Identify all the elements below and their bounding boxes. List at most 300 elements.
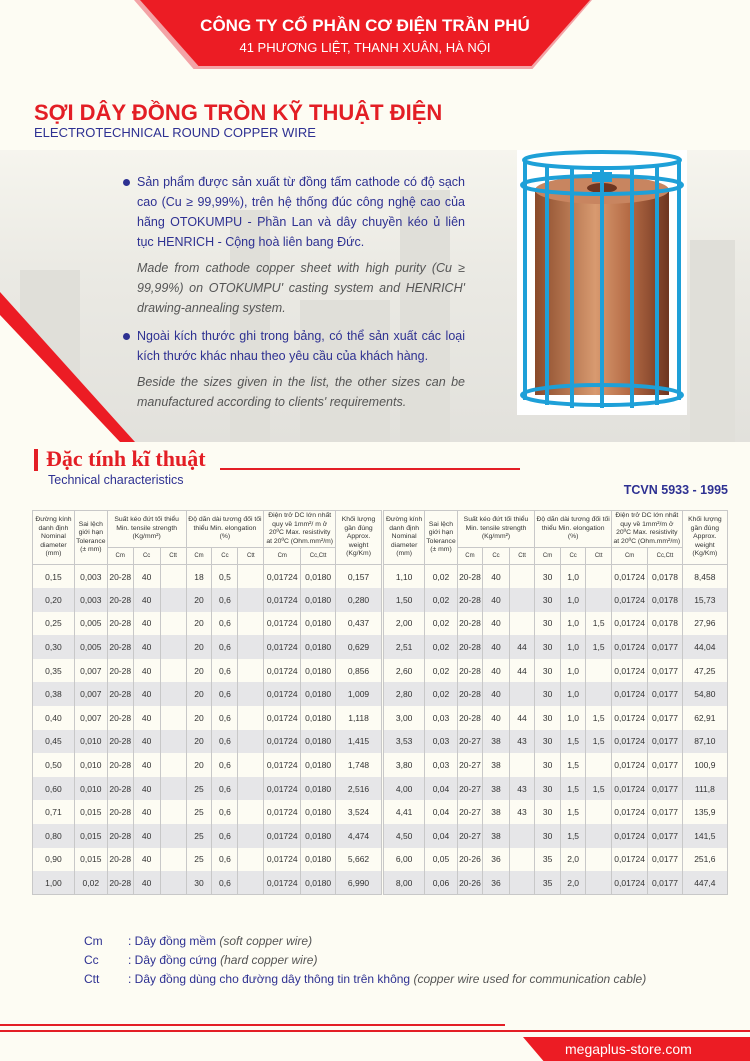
company-address: 41 PHƯƠNG LIỆT, THANH XUÂN, HÀ NỘI (239, 40, 491, 55)
table-cell: 0,01724 (611, 588, 647, 612)
table-cell (238, 706, 264, 730)
table-cell: 447,4 (682, 871, 727, 895)
table-cell: 1,10 (384, 565, 425, 589)
table-cell: 20-28 (457, 588, 483, 612)
table-cell: 0,0180 (301, 753, 336, 777)
table-cell: 0,50 (33, 753, 75, 777)
table-cell: 20-28 (107, 753, 133, 777)
table-row (384, 824, 728, 848)
table-cell (509, 682, 535, 706)
table-cell: 1,5 (586, 730, 612, 754)
table-cell: 62,91 (682, 706, 727, 730)
table-cell (238, 777, 264, 801)
header-tolerance: Sai lệch giới hạn Tolerance (± mm) (425, 511, 457, 565)
company-name: CÔNG TY CỔ PHẦN CƠ ĐIỆN TRẦN PHÚ (200, 16, 530, 35)
table-cell: 0,6 (212, 588, 238, 612)
table-cell: 0,0180 (301, 659, 336, 683)
table-cell: 0,0180 (301, 848, 336, 872)
table-cell: 47,25 (682, 659, 727, 683)
table-cell: 0,6 (212, 612, 238, 636)
legend-key: Cm (84, 934, 103, 948)
table-cell: 38 (483, 730, 510, 754)
table-cell: 0,02 (425, 565, 457, 589)
table-cell: 1,009 (336, 682, 382, 706)
header-weight: Khối lượng gần đúng Approx. weight (Kg/Km) (336, 511, 382, 565)
table-cell: 0,02 (425, 588, 457, 612)
table-cell: 1,0 (560, 565, 586, 589)
table-cell: 0,04 (425, 777, 457, 801)
table-cell: 0,629 (336, 635, 382, 659)
table-cell: 1,5 (586, 612, 612, 636)
table-cell: 40 (133, 588, 160, 612)
table-cell (238, 588, 264, 612)
table-cell: 0,03 (425, 753, 457, 777)
table-cell: 44 (509, 706, 535, 730)
table-cell: 0,5 (212, 565, 238, 589)
table-cell: 20-28 (457, 659, 483, 683)
table-cell: 141,5 (682, 824, 727, 848)
subheader: Cc,Ctt (648, 548, 682, 565)
table-cell: 0,01724 (264, 682, 301, 706)
table-cell: 0,15 (33, 565, 75, 589)
subheader: Ctt (160, 548, 186, 565)
table-cell: 0,6 (212, 753, 238, 777)
table-cell: 30 (535, 824, 561, 848)
table-cell (160, 800, 186, 824)
table-cell: 0,005 (74, 635, 107, 659)
table-cell: 0,0177 (648, 871, 682, 895)
table-cell (160, 565, 186, 589)
table-cell: 43 (509, 800, 535, 824)
header-elongation: Độ dãn dài tương đối tối thiểu Min. elongation (%) (186, 511, 264, 548)
bullet-en: Beside the sizes given in the list, the other sizes can be manufactured according to clients' requirements. (137, 375, 465, 409)
table-cell: 40 (133, 659, 160, 683)
table-row (33, 753, 382, 777)
bullet-vi: Ngoài kích thước ghi trong bảng, có thể sản xuất các loại kích thước khác nhau theo yêu cầu của khách hàng. (120, 326, 465, 366)
table-cell: 0,02 (74, 871, 107, 895)
table-cell: 20 (186, 706, 212, 730)
table-cell: 251,6 (682, 848, 727, 872)
table-cell: 1,5 (586, 635, 612, 659)
table-cell: 1,0 (560, 682, 586, 706)
table-cell: 0,01724 (611, 635, 647, 659)
table-cell: 135,9 (682, 800, 727, 824)
header-tolerance: Sai lệch giới hạn Tolerance (± mm) (74, 511, 107, 565)
table-cell: 1,5 (586, 706, 612, 730)
table-cell: 1,5 (560, 777, 586, 801)
table-row (384, 871, 728, 895)
section-title: Đặc tính kĩ thuật (46, 446, 206, 471)
table-cell: 20 (186, 753, 212, 777)
table-cell: 30 (535, 753, 561, 777)
table-cell: 20-28 (107, 730, 133, 754)
legend-en: (soft copper wire) (219, 934, 313, 948)
table-cell (238, 753, 264, 777)
table-cell: 3,80 (384, 753, 425, 777)
product-description (120, 172, 465, 420)
table-cell: 2,516 (336, 777, 382, 801)
header-diameter: Đường kính danh định Nominal diameter (mm) (384, 511, 425, 565)
table-cell: 0,856 (336, 659, 382, 683)
table-cell: 8,00 (384, 871, 425, 895)
table-cell (160, 730, 186, 754)
table-cell: 20-28 (107, 565, 133, 589)
subheader: Cm (264, 548, 301, 565)
table-cell: 1,5 (560, 800, 586, 824)
table-cell: 0,0177 (648, 682, 682, 706)
legend (84, 932, 646, 989)
table-cell: 40 (483, 565, 510, 589)
table-cell: 0,007 (74, 706, 107, 730)
table-cell: 30 (535, 565, 561, 589)
table-cell: 40 (133, 777, 160, 801)
table-cell (160, 659, 186, 683)
table-cell: 40 (483, 706, 510, 730)
table-cell: 20-28 (107, 588, 133, 612)
table-cell: 0,03 (425, 706, 457, 730)
table-cell: 87,10 (682, 730, 727, 754)
table-cell: 0,01724 (611, 612, 647, 636)
table-cell: 20-28 (107, 848, 133, 872)
table-cell: 0,01724 (264, 871, 301, 895)
table-cell: 0,0177 (648, 659, 682, 683)
table-cell: 40 (133, 848, 160, 872)
table-cell: 20 (186, 682, 212, 706)
table-row (33, 730, 382, 754)
table-cell: 40 (133, 565, 160, 589)
header-resistivity: Điện trở DC lớn nhất quy về 1mm²/m ở 20ºC Max. resistivity at 20ºC (Ohm.mm²/m) (611, 511, 682, 548)
table-cell (160, 682, 186, 706)
table-cell: 3,00 (384, 706, 425, 730)
table-cell: 43 (509, 730, 535, 754)
subheader: Cm (107, 548, 133, 565)
table-cell: 111,8 (682, 777, 727, 801)
table-cell: 2,80 (384, 682, 425, 706)
table-cell: 0,0178 (648, 612, 682, 636)
table-cell: 0,003 (74, 588, 107, 612)
table-cell: 0,6 (212, 730, 238, 754)
table-cell: 0,03 (425, 730, 457, 754)
table-cell: 27,96 (682, 612, 727, 636)
table-cell: 38 (483, 800, 510, 824)
table-cell: 0,010 (74, 777, 107, 801)
table-row (384, 777, 728, 801)
table-cell: 30 (535, 682, 561, 706)
table-row (33, 824, 382, 848)
table-cell: 20 (186, 659, 212, 683)
table-cell: 25 (186, 848, 212, 872)
table-cell: 20-27 (457, 777, 483, 801)
table-cell: 1,5 (560, 730, 586, 754)
table-row (384, 753, 728, 777)
table-cell: 20-28 (107, 824, 133, 848)
table-cell (238, 730, 264, 754)
table-cell: 0,437 (336, 612, 382, 636)
table-cell: 25 (186, 800, 212, 824)
table-cell: 2,0 (560, 871, 586, 895)
table-row (33, 706, 382, 730)
table-row (384, 848, 728, 872)
table-row (33, 682, 382, 706)
table-cell: 20-28 (107, 635, 133, 659)
table-row (384, 565, 728, 589)
table-cell: 6,990 (336, 871, 382, 895)
table-cell: 20-28 (457, 635, 483, 659)
table-cell: 0,6 (212, 777, 238, 801)
table-cell: 30 (535, 800, 561, 824)
table-cell (238, 682, 264, 706)
table-cell: 0,20 (33, 588, 75, 612)
subheader: Ctt (586, 548, 612, 565)
table-cell: 0,01724 (611, 706, 647, 730)
table-cell: 0,0180 (301, 800, 336, 824)
table-row (33, 659, 382, 683)
legend-key: Cc (84, 953, 99, 967)
table-cell: 0,6 (212, 824, 238, 848)
table-cell: 0,01724 (264, 824, 301, 848)
table-cell: 38 (483, 777, 510, 801)
table-cell: 0,6 (212, 800, 238, 824)
table-cell: 0,01724 (264, 800, 301, 824)
table-row (33, 588, 382, 612)
table-cell: 0,35 (33, 659, 75, 683)
table-cell: 0,01724 (264, 588, 301, 612)
table-cell: 0,0180 (301, 588, 336, 612)
table-row (384, 682, 728, 706)
table-cell: 20-27 (457, 730, 483, 754)
table-cell (586, 753, 612, 777)
table-cell: 0,6 (212, 848, 238, 872)
table-cell (238, 612, 264, 636)
table-cell: 0,0180 (301, 682, 336, 706)
table-cell: 0,01724 (264, 565, 301, 589)
table-cell (238, 659, 264, 683)
website-link[interactable]: megaplus-store.com (565, 1041, 692, 1057)
table-cell: 100,9 (682, 753, 727, 777)
table-cell: 40 (133, 730, 160, 754)
legend-vi: : Dây đồng dùng cho đường dây thông tin trên không (128, 972, 411, 986)
table-cell: 0,01724 (611, 753, 647, 777)
table-cell: 0,25 (33, 612, 75, 636)
table-cell: 44 (509, 635, 535, 659)
table-cell (238, 565, 264, 589)
table-cell: 25 (186, 824, 212, 848)
table-cell: 0,015 (74, 848, 107, 872)
table-cell: 40 (483, 588, 510, 612)
table-cell (160, 753, 186, 777)
table-cell: 40 (133, 612, 160, 636)
table-cell: 0,02 (425, 659, 457, 683)
table-cell: 25 (186, 777, 212, 801)
table-cell: 0,02 (425, 612, 457, 636)
table-cell: 40 (133, 824, 160, 848)
table-cell: 1,5 (560, 753, 586, 777)
table-cell: 0,01724 (264, 612, 301, 636)
table-cell (509, 565, 535, 589)
table-cell (160, 588, 186, 612)
table-cell: 40 (133, 871, 160, 895)
bullet-vi: Sản phẩm được sản xuất từ đồng tấm cathode có độ sạch cao (Cu ≥ 99,99%), trên hệ thống đúc công nghệ cao của hãng OTOKUMPU - Phần Lan và dây chuyền kéo ủ liên tục HENRICH - Cộng hoà liên bang Đức. (120, 172, 465, 252)
header-tensile: Suất kéo đứt tối thiểu Min. tensile strength (Kg/mm²) (107, 511, 186, 548)
table-row (33, 777, 382, 801)
table-cell (509, 753, 535, 777)
table-cell: 0,01724 (611, 800, 647, 824)
table-cell: 8,458 (682, 565, 727, 589)
table-cell: 0,007 (74, 682, 107, 706)
table-cell: 20-28 (107, 659, 133, 683)
table-cell: 1,50 (384, 588, 425, 612)
table-cell: 0,0177 (648, 777, 682, 801)
table-cell: 0,6 (212, 659, 238, 683)
table-cell: 40 (483, 682, 510, 706)
table-cell: 1,5 (560, 824, 586, 848)
table-cell: 44,04 (682, 635, 727, 659)
table-cell: 35 (535, 871, 561, 895)
table-cell: 20-28 (457, 706, 483, 730)
table-cell: 4,00 (384, 777, 425, 801)
table-cell (238, 871, 264, 895)
table-cell (238, 824, 264, 848)
table-cell: 20 (186, 635, 212, 659)
subheader: Cc (560, 548, 586, 565)
table-cell (586, 871, 612, 895)
subheader: Cc (483, 548, 510, 565)
table-cell (238, 635, 264, 659)
table-cell: 0,05 (425, 848, 457, 872)
table-cell: 0,157 (336, 565, 382, 589)
table-cell: 0,01724 (611, 824, 647, 848)
product-title: SỢI DÂY ĐỒNG TRÒN KỸ THUẬT ĐIỆN (34, 100, 443, 125)
table-row (384, 612, 728, 636)
table-cell: 4,41 (384, 800, 425, 824)
table-cell: 0,005 (74, 612, 107, 636)
table-cell: 1,0 (560, 588, 586, 612)
subheader: Cm (611, 548, 647, 565)
table-cell: 40 (133, 682, 160, 706)
copper-coil-image (517, 150, 687, 415)
table-cell: 20 (186, 588, 212, 612)
table-cell: 15,73 (682, 588, 727, 612)
table-cell (160, 824, 186, 848)
table-cell: 0,90 (33, 848, 75, 872)
legend-en: (hard copper wire) (220, 953, 318, 967)
table-cell: 1,0 (560, 659, 586, 683)
table-cell: 0,01724 (264, 706, 301, 730)
table-cell: 0,0180 (301, 871, 336, 895)
table-cell: 30 (535, 659, 561, 683)
table-cell (509, 848, 535, 872)
table-cell (160, 777, 186, 801)
legend-vi: : Dây đồng mềm (128, 934, 217, 948)
table-cell: 30 (535, 612, 561, 636)
table-cell: 0,6 (212, 682, 238, 706)
table-cell: 2,0 (560, 848, 586, 872)
table-row (384, 659, 728, 683)
spec-table-right (383, 510, 728, 895)
table-cell (586, 659, 612, 683)
table-cell: 40 (133, 800, 160, 824)
table-cell (238, 848, 264, 872)
table-cell: 1,00 (33, 871, 75, 895)
standard-label: TCVN 5933 - 1995 (623, 483, 728, 497)
table-row (384, 635, 728, 659)
table-cell: 0,01724 (264, 848, 301, 872)
table-cell: 43 (509, 777, 535, 801)
table-cell (586, 848, 612, 872)
table-cell: 0,0180 (301, 730, 336, 754)
table-cell: 0,6 (212, 635, 238, 659)
header-resistivity: Điện trở DC lớn nhất quy về 1mm²/ m ở 20ºC Max. resistivity at 20ºC (Ohm.mm²/m) (264, 511, 336, 548)
subheader: Cc (133, 548, 160, 565)
table-cell: 36 (483, 848, 510, 872)
table-cell: 38 (483, 753, 510, 777)
table-cell: 54,80 (682, 682, 727, 706)
table-cell: 0,45 (33, 730, 75, 754)
table-cell: 0,01724 (264, 730, 301, 754)
table-cell: 0,06 (425, 871, 457, 895)
table-cell: 20-28 (107, 777, 133, 801)
table-cell: 0,01724 (611, 777, 647, 801)
table-cell: 0,01724 (611, 565, 647, 589)
table-row (33, 565, 382, 589)
table-cell: 1,748 (336, 753, 382, 777)
table-cell: 40 (133, 635, 160, 659)
table-cell: 0,0180 (301, 777, 336, 801)
table-cell: 20-28 (457, 612, 483, 636)
table-cell (586, 682, 612, 706)
product-subtitle: ELECTROTECHNICAL ROUND COPPER WIRE (34, 125, 316, 140)
table-cell: 0,007 (74, 659, 107, 683)
table-cell: 0,71 (33, 800, 75, 824)
table-cell (238, 800, 264, 824)
header-tensile: Suất kéo đứt tối thiểu Min. tensile strength (Kg/mm²) (457, 511, 535, 548)
table-cell: 20-28 (107, 706, 133, 730)
table-cell: 0,04 (425, 824, 457, 848)
table-cell: 20-27 (457, 824, 483, 848)
table-cell: 2,00 (384, 612, 425, 636)
table-cell: 40 (483, 612, 510, 636)
table-cell: 20-28 (457, 682, 483, 706)
table-cell: 1,415 (336, 730, 382, 754)
table-row (33, 635, 382, 659)
table-cell: 0,0180 (301, 612, 336, 636)
subheader: Cm (186, 548, 212, 565)
table-cell: 40 (483, 635, 510, 659)
table-cell: 0,0177 (648, 730, 682, 754)
legend-key: Ctt (84, 972, 100, 986)
section-subtitle: Technical characteristics (48, 473, 184, 487)
table-cell: 1,118 (336, 706, 382, 730)
table-row (384, 588, 728, 612)
table-cell (160, 706, 186, 730)
table-cell: 0,010 (74, 730, 107, 754)
table-cell: 0,0177 (648, 824, 682, 848)
table-cell: 0,01724 (611, 730, 647, 754)
table-cell: 3,53 (384, 730, 425, 754)
table-cell: 0,0177 (648, 753, 682, 777)
table-cell: 20-27 (457, 800, 483, 824)
table-cell: 0,02 (425, 682, 457, 706)
table-cell: 0,30 (33, 635, 75, 659)
table-cell: 0,010 (74, 753, 107, 777)
table-row (33, 800, 382, 824)
table-cell: 30 (186, 871, 212, 895)
table-cell: 1,0 (560, 612, 586, 636)
footer-line (0, 1030, 750, 1032)
section-marker (34, 449, 38, 471)
table-cell: 20-26 (457, 871, 483, 895)
table-cell: 20-28 (107, 612, 133, 636)
